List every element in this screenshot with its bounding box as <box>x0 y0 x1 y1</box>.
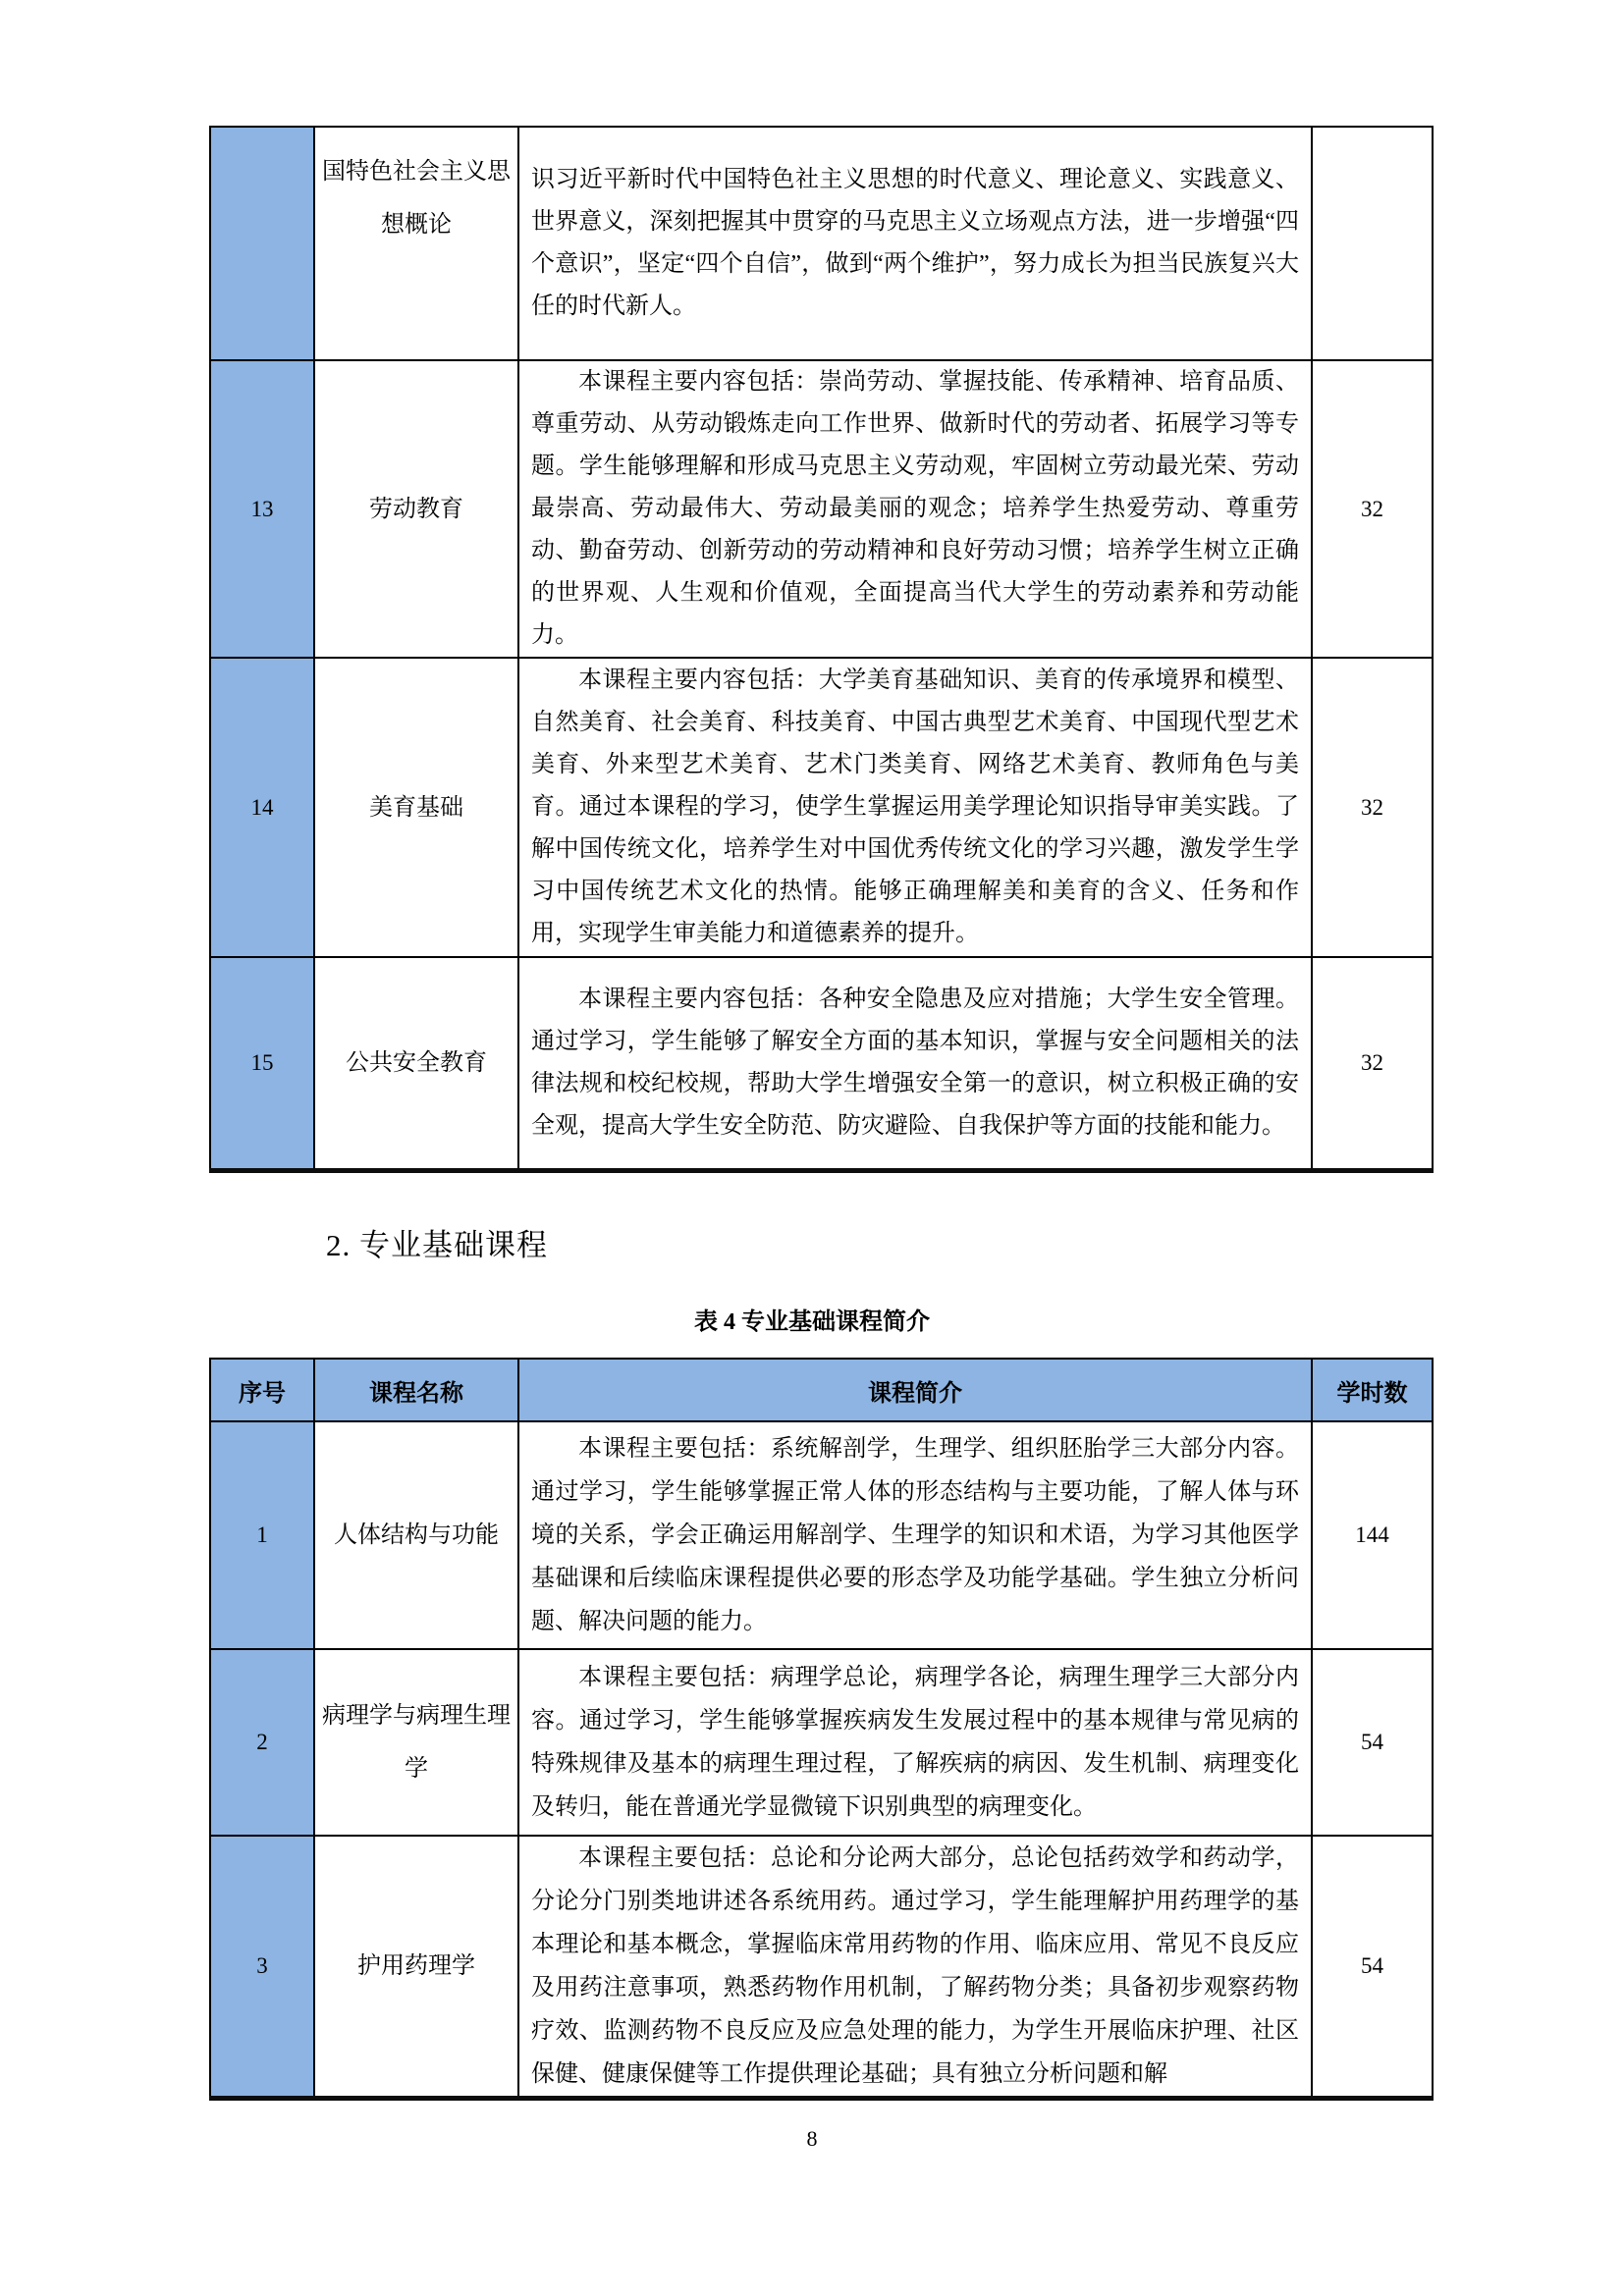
course-name-cell: 人体结构与功能 <box>314 1421 518 1649</box>
table-row <box>210 658 1433 957</box>
hours-cell: 54 <box>1312 1836 1433 2099</box>
serial-cell: 13 <box>210 360 314 658</box>
section-heading: 2. 专业基础课程 <box>326 1228 548 1262</box>
course-name-cell: 病理学与病理生理学 <box>314 1649 518 1836</box>
hours-cell: 32 <box>1312 360 1433 658</box>
serial-cell: 15 <box>210 957 314 1170</box>
serial-cell: 3 <box>210 1836 314 2099</box>
course-name-cell: 美育基础 <box>314 658 518 957</box>
table-row <box>210 127 1433 360</box>
header-course-desc: 课程简介 <box>518 1359 1312 1421</box>
hours-cell: 32 <box>1312 658 1433 957</box>
course-desc-cell <box>518 658 1312 957</box>
header-course-name: 课程名称 <box>314 1359 518 1421</box>
serial-cell: 2 <box>210 1649 314 1836</box>
hours-cell <box>1312 127 1433 360</box>
course-table-continued <box>209 126 1434 1173</box>
table-row <box>210 957 1433 1170</box>
course-desc-text: 本课程主要包括：总论和分论两大部分，总论包括药效学和药动学，分论分门别类地讲述各系统用药。通过学习，学生能理解护用药理学的基本理论和基本概念，掌握临床常用药物的作用、临床应用、常见不良反应及用药注意事项，熟悉药物作用机制，了解药物分类；具备初步观察药物疗效、监测药物不良反应及应急处理的能力，为学生开展临床护理、社区保健、健康保健等工作提供理论基础；具有独立分析问题和解 <box>531 1845 1299 2087</box>
serial-cell: 1 <box>210 1421 314 1649</box>
course-name-cell: 国特色社会主义思想概论 <box>314 127 518 360</box>
course-name-cell: 护用药理学 <box>314 1836 518 2099</box>
table-row <box>210 360 1433 658</box>
course-table-4 <box>209 1358 1434 2101</box>
course-desc-text: 本课程主要包括：病理学总论，病理学各论，病理生理学三大部分内容。通过学习，学生能够掌握疾病发生发展过程中的基本规律与常见病的特殊规律及基本的病理生理过程，了解疾病的病因、发生机制、病理变化及转归，能在普通光学显微镜下识别典型的病理变化。 <box>531 1665 1299 1820</box>
course-desc-text: 本课程主要内容包括：大学美育基础知识、美育的传承境界和模型、自然美育、社会美育、科技美育、中国古典型艺术美育、中国现代型艺术美育、外来型艺术美育、艺术门类美育、网络艺术美育、教师角色与美育。通过本课程的学习，使学生掌握运用美学理论知识指导审美实践。了解中国传统文化，培养学生对中国优秀传统文化的学习兴趣，激发学生学习中国传统艺术文化的热情。能够正确理解美和美育的含义、任务和作用，实现学生审美能力和道德素养的提升。 <box>531 667 1299 946</box>
table-title: 表 4 专业基础课程简介 <box>694 1309 930 1335</box>
course-desc-text: 本课程主要内容包括：崇尚劳动、掌握技能、传承精神、培育品质、尊重劳动、从劳动锻炼走向工作世界、做新时代的劳动者、拓展学习等专题。学生能够理解和形成马克思主义劳动观，牢固树立劳动最光荣、劳动最崇高、劳动最伟大、劳动最美丽的观念；培养学生热爱劳动、尊重劳动、勤奋劳动、创新劳动的劳动精神和良好劳动习惯；培养学生树立正确的世界观、人生观和价值观，全面提高当代大学生的劳动素养和劳动能力。 <box>531 369 1299 648</box>
hours-cell: 32 <box>1312 957 1433 1170</box>
table-row <box>210 1649 1433 1836</box>
course-desc-cell <box>518 127 1312 360</box>
course-name-cell: 公共安全教育 <box>314 957 518 1170</box>
hours-cell: 144 <box>1312 1421 1433 1649</box>
hours-cell: 54 <box>1312 1649 1433 1836</box>
page-number: 8 <box>806 2126 818 2151</box>
course-desc-cell <box>518 1836 1312 2099</box>
course-desc-text: 识习近平新时代中国特色社主义思想的时代意义、理论意义、实践意义、世界意义，深刻把握其中贯穿的马克思主义立场观点方法，进一步增强“四个意识”，坚定“四个自信”，做到“两个维护”，努力成长为担当民族复兴大任的时代新人。 <box>531 167 1299 319</box>
table-row <box>210 1421 1433 1649</box>
serial-cell: 14 <box>210 658 314 957</box>
course-desc-cell <box>518 360 1312 658</box>
course-desc-text: 本课程主要包括：系统解剖学，生理学、组织胚胎学三大部分内容。通过学习，学生能够掌握正常人体的形态结构与主要功能，了解人体与环境的关系，学会正确运用解剖学、生理学的知识和术语，为学习其他医学基础课和后续临床课程提供必要的形态学及功能学基础。学生独立分析问题、解决问题的能力。 <box>531 1436 1299 1634</box>
header-hours: 学时数 <box>1312 1359 1433 1421</box>
table-row <box>210 1836 1433 2099</box>
course-desc-text: 本课程主要内容包括：各种安全隐患及应对措施；大学生安全管理。通过学习，学生能够了解安全方面的基本知识，掌握与安全问题相关的法律法规和校纪校规，帮助大学生增强安全第一的意识，树立积极正确的安全观，提高大学生安全防范、防灾避险、自我保护等方面的技能和能力。 <box>531 986 1299 1139</box>
course-desc-cell <box>518 1649 1312 1836</box>
table-header-row <box>210 1359 1433 1421</box>
course-name-cell: 劳动教育 <box>314 360 518 658</box>
serial-cell <box>210 127 314 360</box>
course-desc-cell <box>518 957 1312 1170</box>
course-desc-cell <box>518 1421 1312 1649</box>
header-serial: 序号 <box>210 1359 314 1421</box>
